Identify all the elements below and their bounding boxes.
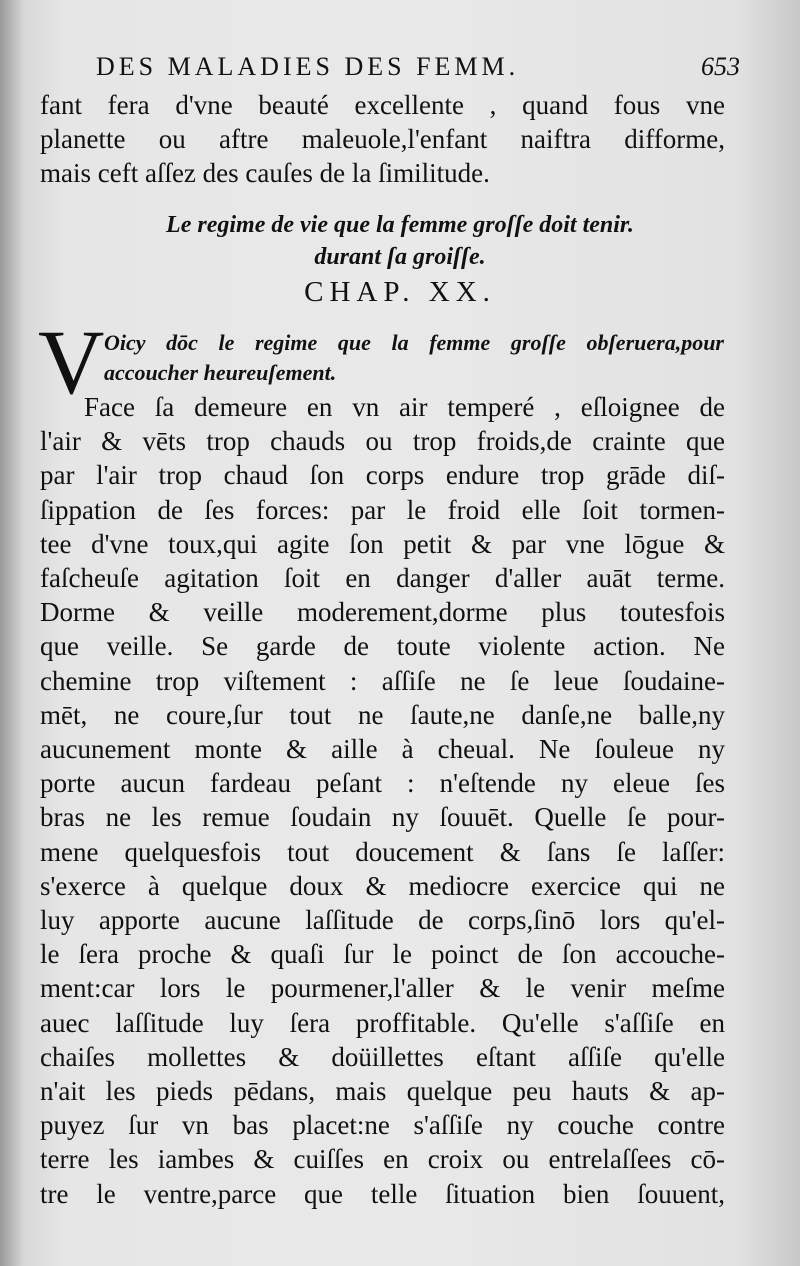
section-heading-line-1: Le regime de vie que la femme groſſe doit tenir. [166, 212, 634, 238]
text-line: ment:car lors le pourmener,l'aller & le venir meſme [40, 973, 725, 1004]
drop-cap: V [38, 311, 105, 413]
text-line: fant fera d'vne beauté excellente , quand fous vne [40, 90, 725, 120]
text-line: terre les iambes & cuiſſes en croix ou entrelaſſees cō- [40, 1144, 725, 1175]
text-line: ſippation de ſes forces: par le froid elle ſoit tormen- [40, 494, 725, 525]
intro-line: accoucher heureuſement. [104, 360, 337, 385]
text-line: mēt, ne coure,ſur tout ne ſaute,ne danſe,ne balle,ny [40, 699, 725, 730]
text-line: le ſera proche & quaſi ſur le poinct de ſon accouche- [40, 939, 725, 970]
text-line: par l'air trop chaud ſon corps endure trop grāde diſ- [40, 460, 725, 491]
text-line: chaiſes mollettes & doüillettes eſtant aſſiſe qu'elle [40, 1041, 725, 1072]
text-line: Face ſa demeure en vn air temperé , eſloignee de [84, 392, 725, 422]
text-line: l'air & vēts trop chauds ou trop froids,de crainte que [40, 426, 725, 457]
text-line: bras ne les remue ſoudain ny ſouuēt. Quelle ſe pour- [40, 802, 725, 833]
text-line: s'exerce à quelque doux & mediocre exercice qui ne [40, 870, 725, 901]
text-line: aucunement monte & aille à cheual. Ne ſouleue ny [40, 734, 725, 764]
text-line: puyez ſur vn bas placet:ne s'aſſiſe ny couche contre [40, 1110, 725, 1141]
text-line: mais ceft aſſez des cauſes de la ſimilitude. [40, 158, 490, 188]
intro-line: Oicy dōc le regime que la femme groſſe obſeruera,pour [104, 330, 724, 355]
text-line: mene quelquesfois tout doucement & ſans ſe laſſer: [40, 836, 725, 867]
chapter-title: CHAP. XX. [304, 276, 496, 308]
page-header [96, 52, 740, 92]
text-line: tee d'vne toux,qui agite ſon petit & par vne lōgue & [40, 528, 725, 559]
text-line: tre le ventre,parce que telle ſituation bien ſouuent, [40, 1178, 725, 1209]
text-line: auec laſſitude luy ſera proffitable. Qu'elle s'aſſiſe en [40, 1007, 725, 1038]
text-line: chemine trop viſtement : aſſiſe ne ſe leue ſoudaine- [40, 665, 725, 696]
text-line: n'ait les pieds pēdans, mais quelque peu hauts & ap- [40, 1076, 725, 1106]
text-line: que veille. Se garde de toute violente action. Ne [40, 631, 725, 662]
running-title: DES MALADIES DES FEMM. [96, 52, 520, 81]
text-line: porte aucun fardeau peſant : n'eſtende ny eleue ſes [40, 768, 725, 799]
text-line: faſcheuſe agitation ſoit en danger d'aller auāt terme. [40, 563, 725, 593]
text-line: luy apporte aucune laſſitude de corps,ſinō lors qu'el- [40, 905, 725, 935]
text-line: Dorme & veille moderement,dorme plus toutesfois [40, 597, 725, 628]
page-number: 653 [701, 52, 740, 81]
section-heading-line-2: durant ſa groiſſe. [314, 244, 486, 270]
text-line: planette ou aftre maleuole,l'enfant naiftra difforme, [40, 124, 725, 154]
